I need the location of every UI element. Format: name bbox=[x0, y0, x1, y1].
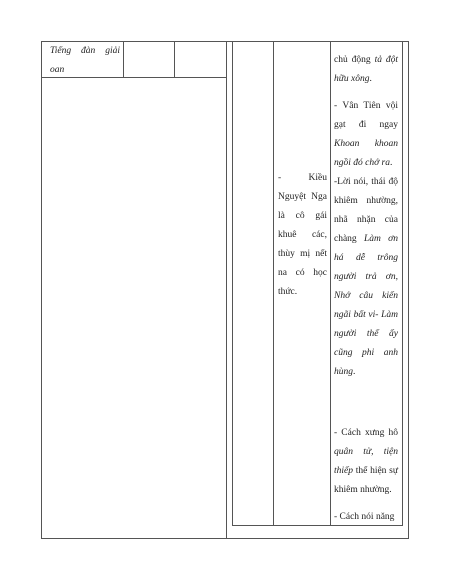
left-table-div-1 bbox=[123, 41, 124, 78]
left-table-div-2 bbox=[174, 41, 175, 78]
right-cell-paragraph-3: -Lời nói, thái độ khiêm nhường, nhã nhặn của chàng Làm ơn há dễ trông người trả ơn, Nhớ câu kiến ngãi bất vi- Làm người thế ấy cũng phi anh hùng. bbox=[334, 177, 398, 377]
column-divider-2 bbox=[232, 41, 233, 526]
left-row-label: Tiếng đàn giải oan bbox=[50, 46, 120, 75]
column-divider-1 bbox=[226, 41, 227, 539]
right-cell-text bbox=[334, 51, 398, 527]
right-cell-paragraph-1: chủ động tả đột hữu xông. bbox=[334, 55, 399, 84]
right-table-right bbox=[402, 41, 403, 526]
right-table-div-1 bbox=[273, 41, 274, 526]
right-cell-paragraph-5: - Cách nói năng bbox=[334, 512, 395, 522]
right-cell-paragraph-2: - Vân Tiên vội gạt đi ngay Khoan khoan ngồi đó chớ ra. bbox=[334, 101, 398, 168]
frame-bottom bbox=[41, 538, 409, 539]
right-table-div-2 bbox=[330, 41, 331, 526]
frame-left bbox=[41, 41, 42, 539]
middle-cell-text: - Kiều Nguyệt Nga là cô gái khuê các, thùy mị nết na có học thức. bbox=[278, 173, 327, 297]
frame-right bbox=[408, 41, 409, 539]
right-cell-paragraph-4: - Cách xưng hô quân tử, tiện thiếp thể hiện sự khiêm nhường. bbox=[334, 428, 398, 495]
